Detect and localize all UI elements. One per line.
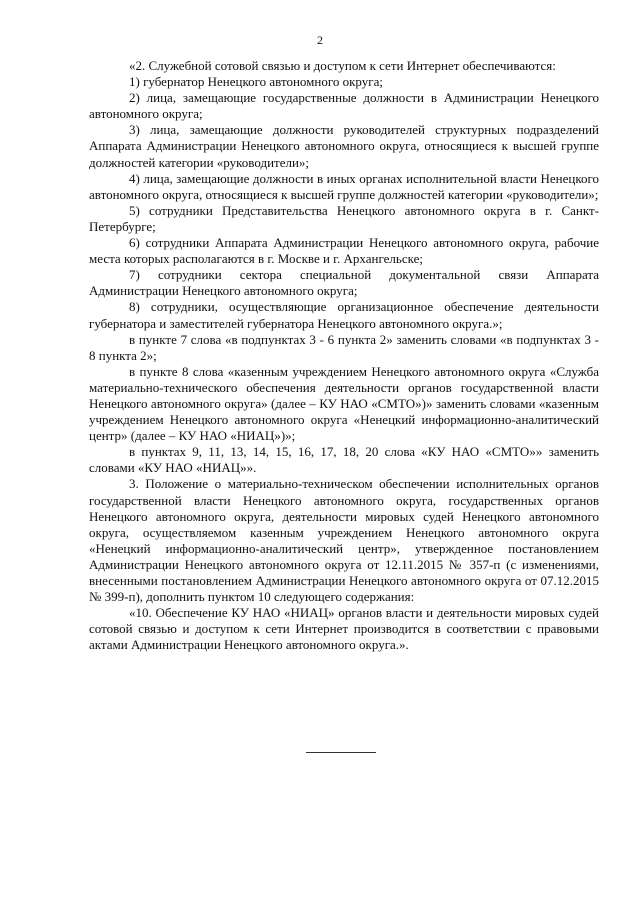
list-item-2: 2) лица, замещающие государственные должности в Администрации Ненецкого автономного округа; xyxy=(89,90,599,122)
page-number: 2 xyxy=(317,33,323,47)
list-item-8: 8) сотрудники, осуществляющие организационное обеспечение деятельности губернатора и заместителей губернатора Ненецкого автономного округа.»; xyxy=(89,299,599,331)
list-item-5: 5) сотрудники Представительства Ненецкого автономного округа в г. Санкт-Петербурге; xyxy=(89,202,599,234)
amendment-point-8: в пункте 8 слова «казенным учреждением Ненецкого автономного округа «Служба материально-технического обеспечения деятельности органов государственной власти Ненецкого автономного округа» (далее – КУ НАО «СМТО»)» заменить словами «казенным учреждением Ненецкого автономного округа «Ненецкий информационно-аналитический центр» (далее – КУ НАО «НИАЦ»)»; xyxy=(89,363,599,444)
end-separator-line xyxy=(306,752,376,753)
list-item-7: 7) сотрудники сектора специальной документальной связи Аппарата Администрации Ненецкого автономного округа; xyxy=(89,267,599,299)
list-item-4: 4) лица, замещающие должности в иных органах исполнительной власти Ненецкого автономного округа, относящиеся к высшей группе должностей категории «руководители»; xyxy=(89,170,599,202)
amendment-point-7: в пункте 7 слова «в подпунктах 3 - 6 пункта 2» заменить словами «в подпунктах 3 - 8 пункта 2»; xyxy=(89,331,599,363)
list-item-1: 1) губернатор Ненецкого автономного округа; xyxy=(129,74,383,90)
paragraph-intro: «2. Служебной сотовой связью и доступом к сети Интернет обеспечиваются: xyxy=(129,58,556,73)
amendment-points-list: в пунктах 9, 11, 13, 14, 15, 16, 17, 18, 20 слова «КУ НАО «СМТО»» заменить словами «КУ НАО «НИАЦ»». xyxy=(89,444,599,476)
list-item-3: 3) лица, замещающие должности руководителей структурных подразделений Аппарата Администрации Ненецкого автономного округа, относящиеся к высшей группе должностей категории «руководители»; xyxy=(89,122,599,170)
paragraph-section-3: 3. Положение о материально-техническом обеспечении исполнительных органов государственной власти Ненецкого автономного округа, государственных органов Ненецкого автономного округа, деятельности мировых судей Ненецкого автономного округа, осуществляемом казенным учреждением Ненецкого автономного округа «Ненецкий информационно-аналитический центр», утвержденное постановлением Администрации Ненецкого автономного округа от 12.11.2015 № 357-п (с изменениями, внесенными постановлением Администрации Ненецкого автономного округа от 07.12.2015 № 399-п), дополнить пунктом 10 следующего содержания: xyxy=(89,476,599,605)
document-body xyxy=(89,58,599,653)
list-item-6: 6) сотрудники Аппарата Администрации Ненецкого автономного округа, рабочие места которых располагаются в г. Москве и г. Архангельске; xyxy=(89,235,599,267)
paragraph-point-10: «10. Обеспечение КУ НАО «НИАЦ» органов власти и деятельности мировых судей сотовой связью и доступом к сети Интернет производится в соответствии с правовыми актами Администрации Ненецкого автономного округа.». xyxy=(89,605,599,653)
